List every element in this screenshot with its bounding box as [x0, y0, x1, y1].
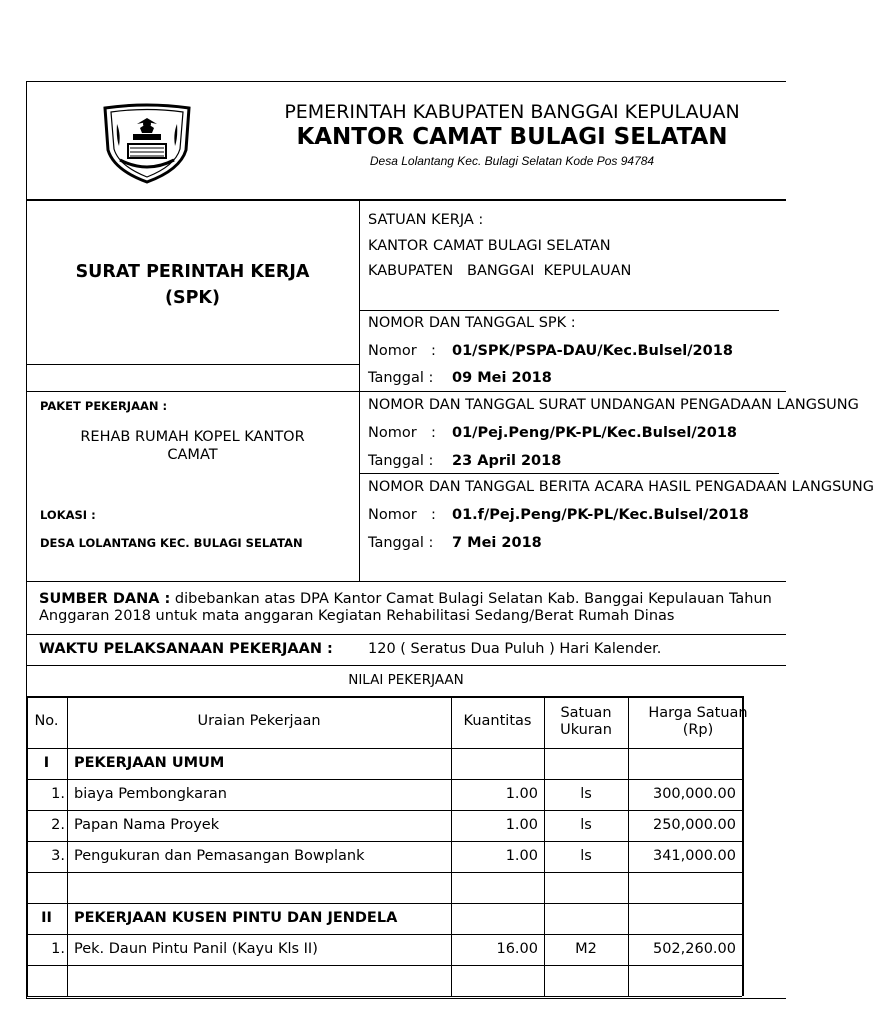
berita-acara-tanggal-label: Tanggal :	[368, 535, 434, 551]
row-harga: 250,000.00	[652, 817, 736, 833]
table-row-divider	[26, 872, 742, 873]
header-address: Desa Lolantang Kec. Bulagi Selatan Kode Pos 94784	[369, 154, 655, 168]
row-kuantitas: 16.00	[496, 941, 538, 957]
table-border-top	[26, 696, 742, 698]
header-uraian: Uraian Pekerjaan	[197, 713, 321, 729]
lokasi-label: LOKASI :	[40, 508, 96, 522]
row-uraian: Pek. Daun Pintu Panil (Kayu Kls II)	[74, 941, 318, 957]
spk-tanggal-label: Tanggal :	[368, 370, 434, 386]
lokasi-value: DESA LOLANTANG KEC. BULAGI SELATAN	[40, 536, 303, 550]
spk-nomor-label: Nomor	[368, 343, 417, 359]
divider	[26, 364, 359, 365]
satuan-kerja-regency: KABUPATEN BANGGAI KEPULAUAN	[368, 263, 632, 279]
row-no: 3.	[51, 848, 65, 864]
row-satuan: M2	[575, 941, 597, 957]
row-satuan: ls	[580, 817, 592, 833]
row-uraian: PEKERJAAN KUSEN PINTU DAN JENDELA	[74, 910, 398, 926]
undangan-tanggal-value: 23 April 2018	[452, 453, 562, 469]
berita-acara-tanggal-value: 7 Mei 2018	[452, 535, 542, 551]
waktu-value: 120 ( Seratus Dua Puluh ) Hari Kalender.	[368, 641, 662, 657]
header-ukuran: Ukuran	[560, 722, 612, 738]
nilai-pekerjaan-title: NILAI PEKERJAAN	[348, 672, 464, 688]
spk-label: NOMOR DAN TANGGAL SPK :	[368, 315, 576, 331]
table-row-divider	[26, 996, 742, 997]
header-rp: (Rp)	[682, 722, 714, 738]
row-harga: 341,000.00	[652, 848, 736, 864]
berita-acara-label: NOMOR DAN TANGGAL BERITA ACARA HASIL PENGADAAN LANGSUNG	[368, 479, 874, 495]
colon: :	[431, 507, 436, 523]
row-harga: 502,260.00	[652, 941, 736, 957]
header-harga: Harga Satuan	[648, 705, 748, 721]
header-kuantitas: Kuantitas	[463, 713, 532, 729]
divider	[26, 391, 786, 392]
header-satuan: Satuan	[560, 705, 612, 721]
table-row-divider	[26, 965, 742, 966]
header-government-name: PEMERINTAH KABUPATEN BANGGAI KEPULAUAN	[284, 101, 740, 123]
undangan-tanggal-label: Tanggal :	[368, 453, 434, 469]
row-satuan: ls	[580, 848, 592, 864]
row-no: 2.	[51, 817, 65, 833]
document-title: SURAT PERINTAH KERJA	[75, 262, 310, 282]
berita-acara-nomor-label: Nomor	[368, 507, 417, 523]
sumber-dana-line1	[39, 591, 772, 607]
sumber-dana-label: SUMBER DANA :	[39, 591, 171, 607]
divider	[26, 665, 786, 666]
divider	[359, 473, 779, 474]
header-no: No.	[34, 713, 59, 729]
table-column-divider	[67, 696, 68, 996]
colon: :	[431, 343, 436, 359]
waktu-label: WAKTU PELAKSANAAN PEKERJAAN :	[39, 641, 333, 657]
table-row-divider	[26, 779, 742, 780]
row-uraian: Pengukuran dan Pemasangan Bowplank	[74, 848, 365, 864]
table-row-divider	[26, 841, 742, 842]
row-no: 1.	[51, 786, 65, 802]
divider	[26, 199, 786, 201]
row-no: I	[43, 755, 50, 771]
satuan-kerja-label: SATUAN KERJA :	[368, 212, 484, 228]
header-office-name: KANTOR CAMAT BULAGI SELATAN	[296, 124, 728, 150]
regency-emblem-icon	[100, 100, 195, 185]
divider	[26, 634, 786, 635]
paket-name-line1: REHAB RUMAH KOPEL KANTOR	[80, 429, 305, 445]
paket-name-line2: CAMAT	[167, 447, 218, 463]
row-uraian: Papan Nama Proyek	[74, 817, 220, 833]
row-kuantitas: 1.00	[505, 848, 538, 864]
sumber-dana-text-line2: Anggaran 2018 untuk mata anggaran Kegiatan Rehabilitasi Sedang/Berat Rumah Dinas	[39, 608, 675, 624]
undangan-nomor-value: 01/Pej.Peng/PK-PL/Kec.Bulsel/2018	[452, 425, 738, 441]
satuan-kerja-office: KANTOR CAMAT BULAGI SELATAN	[368, 238, 611, 254]
row-harga: 300,000.00	[652, 786, 736, 802]
table-row-divider	[26, 810, 742, 811]
berita-acara-nomor-value: 01.f/Pej.Peng/PK-PL/Kec.Bulsel/2018	[452, 507, 749, 523]
undangan-nomor-label: Nomor	[368, 425, 417, 441]
row-kuantitas: 1.00	[505, 786, 538, 802]
paket-label: PAKET PEKERJAAN :	[40, 399, 168, 413]
row-no: 1.	[51, 941, 65, 957]
colon: :	[431, 425, 436, 441]
document-title-abbr: (SPK)	[165, 288, 220, 308]
table-row-divider	[26, 934, 742, 935]
row-kuantitas: 1.00	[505, 817, 538, 833]
table-column-divider	[742, 696, 744, 996]
row-satuan: ls	[580, 786, 592, 802]
undangan-label: NOMOR DAN TANGGAL SURAT UNDANGAN PENGADAAN LANGSUNG	[368, 397, 859, 413]
row-uraian: PEKERJAAN UMUM	[74, 755, 225, 771]
table-header-divider	[26, 748, 742, 749]
table-row-divider	[26, 903, 742, 904]
row-uraian: biaya Pembongkaran	[74, 786, 228, 802]
spk-tanggal-value: 09 Mei 2018	[452, 370, 552, 386]
row-no: II	[41, 910, 52, 926]
spk-nomor-value: 01/SPK/PSPA-DAU/Kec.Bulsel/2018	[452, 343, 733, 359]
divider	[359, 310, 779, 311]
divider	[26, 581, 786, 582]
sumber-dana-text-line1: dibebankan atas DPA Kantor Camat Bulagi Selatan Kab. Banggai Kepulauan Tahun	[174, 591, 772, 607]
